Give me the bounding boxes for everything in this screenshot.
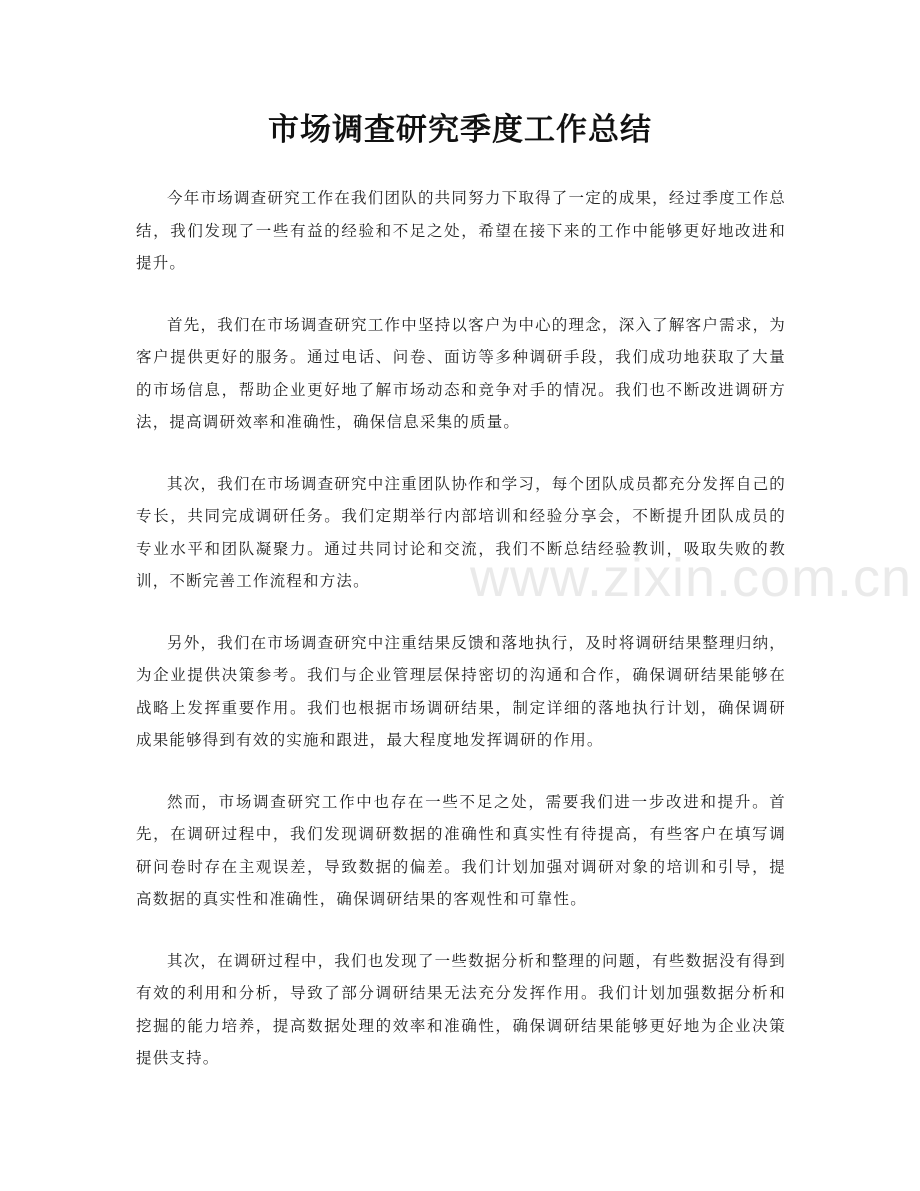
paragraph-3: 其次，我们在市场调查研究中注重团队协作和学习，每个团队成员都充分发挥自己的专长，共同完成调研任务。我们定期举行内部培训和经验分享会，不断提升团队成员的专业水平和团队凝聚力。通过共同讨论和交流，我们不断总结经验教训，吸取失败的教训，不断完善工作流程和方法。 <box>136 474 786 590</box>
paragraph-4: 另外，我们在市场调查研究中注重结果反馈和落地执行，及时将调研结果整理归纳，为企业提供决策参考。我们与企业管理层保持密切的沟通和合作，确保调研结果能够在战略上发挥重要作用。我们也根据市场调研结果，制定详细的落地执行计划，确保调研成果能够得到有效的实施和跟进，最大程度地发挥调研的作用。 <box>136 633 786 749</box>
paragraph-1: 今年市场调查研究工作在我们团队的共同努力下取得了一定的成果，经过季度工作总结，我们发现了一些有益的经验和不足之处，希望在接下来的工作中能够更好地改进和提升。 <box>136 189 786 272</box>
document-title: 市场调查研究季度工作总结 <box>268 112 652 148</box>
paragraph-6: 其次，在调研过程中，我们也发现了一些数据分析和整理的问题，有些数据没有得到有效的利用和分析，导致了部分调研结果无法充分发挥作用。我们计划加强数据分析和挖掘的能力培养，提高数据处理的效率和准确性，确保调研结果能够更好地为企业决策提供支持。 <box>136 951 786 1067</box>
document-body <box>136 182 786 1104</box>
watermark: www.zixin.com.cn <box>470 548 913 608</box>
paragraph-5: 然而，市场调查研究工作中也存在一些不足之处，需要我们进一步改进和提升。首先，在调研过程中，我们发现调研数据的准确性和真实性有待提高，有些客户在填写调研问卷时存在主观误差，导致数据的偏差。我们计划加强对调研对象的培训和引导，提高数据的真实性和准确性，确保调研结果的客观性和可靠性。 <box>136 792 786 908</box>
paragraph-2: 首先，我们在市场调查研究工作中坚持以客户为中心的理念，深入了解客户需求，为客户提供更好的服务。通过电话、问卷、面访等多种调研手段，我们成功地获取了大量的市场信息，帮助企业更好地了解市场动态和竞争对手的情况。我们也不断改进调研方法，提高调研效率和准确性，确保信息采集的质量。 <box>136 315 786 431</box>
